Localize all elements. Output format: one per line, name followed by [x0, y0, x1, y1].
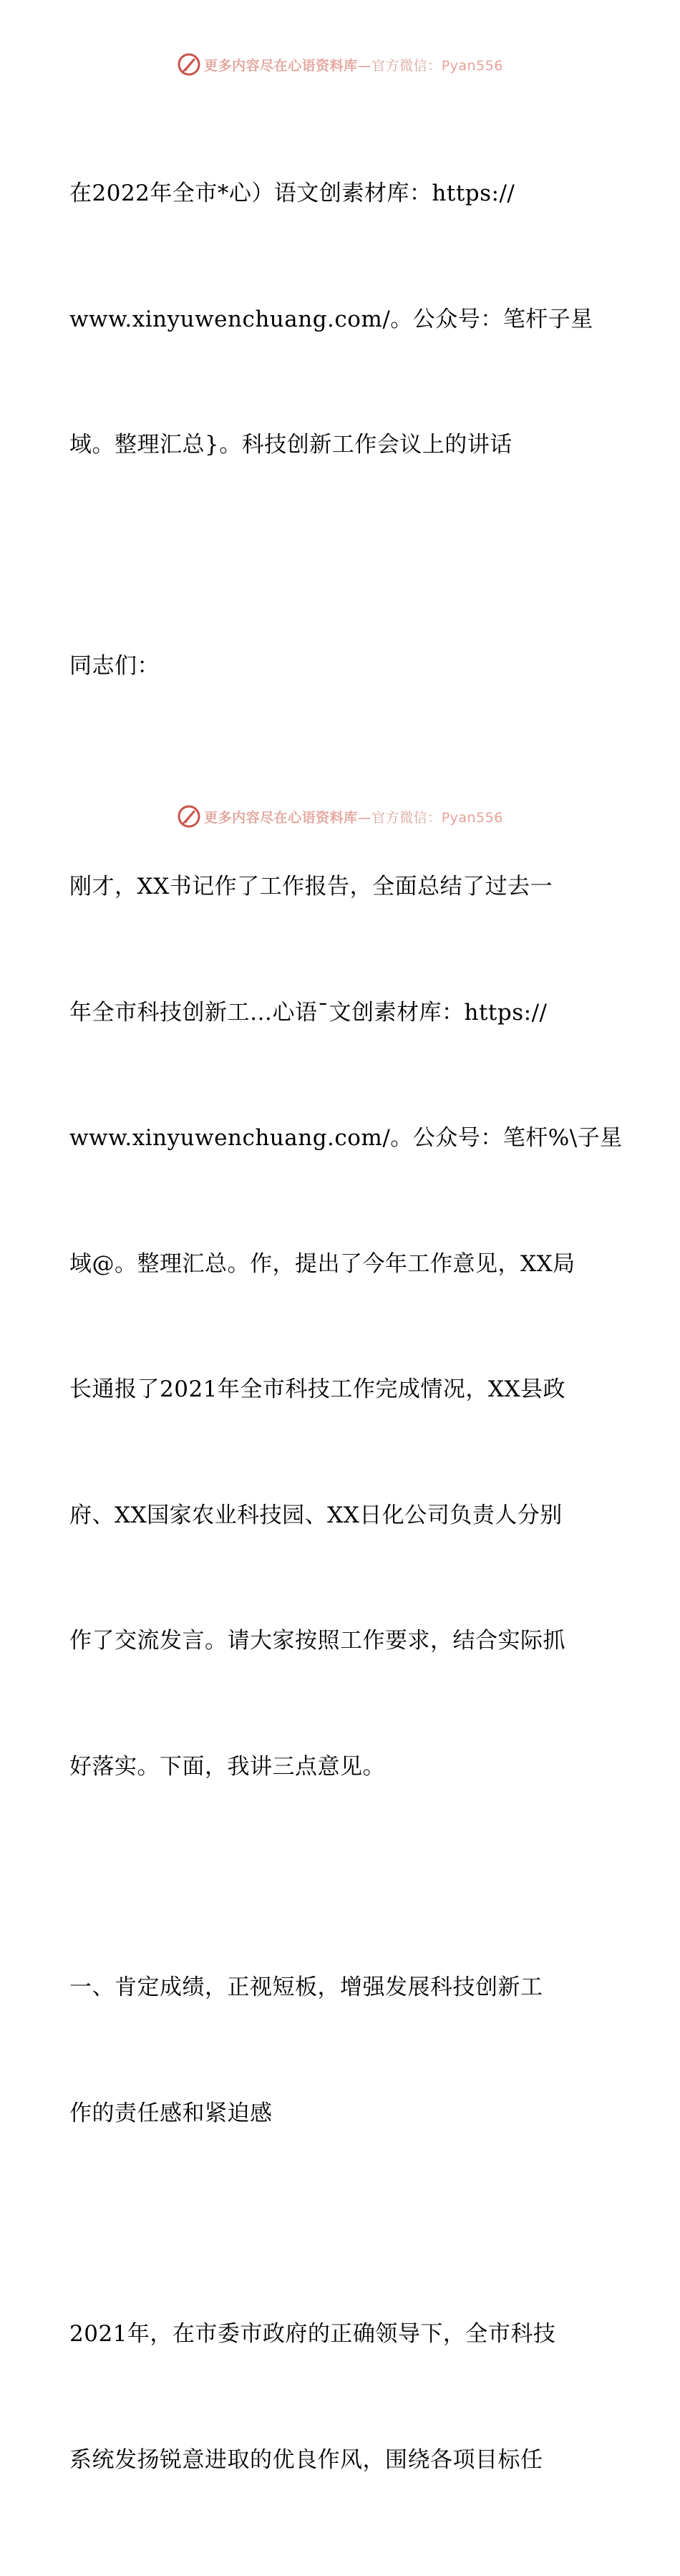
- paragraph-salutation: [69, 561, 613, 771]
- watermark-wechat-label: 官方微信：: [371, 57, 442, 74]
- text-line: 域。整理汇总}。科技创新工作会议上的讲话: [69, 432, 513, 458]
- text-line: 作的责任感和紧迫感: [69, 2100, 273, 2126]
- text-line: 刚才，XX书记作了工作报告，全面总结了过去一: [69, 874, 553, 899]
- watermark-wechat-id: Pyan556: [441, 57, 503, 74]
- watermark-slogan: 更多内容尽在心语资料库: [204, 57, 358, 74]
- text-line: 在2022年全市*心）语文创素材库：https://: [69, 180, 515, 206]
- text-line: 好落实。下面，我讲三点意见。: [69, 1753, 385, 1780]
- watermark-slogan: 更多内容尽在心语资料库: [204, 809, 358, 826]
- quill-logo-icon: [177, 804, 201, 829]
- section-heading: [69, 1883, 613, 2218]
- watermark-text: [204, 55, 503, 74]
- text-line: 同志们：: [69, 652, 160, 679]
- watermark-text: [204, 807, 503, 826]
- text-line: 府、XX国家农业科技园、XX日化公司负责人分别: [69, 1502, 563, 1528]
- watermark-separator: —: [357, 57, 372, 74]
- watermark-separator: —: [357, 809, 372, 826]
- document-body: [69, 89, 623, 2576]
- text-line: 长通报了2021年全市科技工作完成情况，XX县政: [69, 1376, 566, 1402]
- text-line: www.xinyuwenchuang.com/。公众号：笔杆子星: [69, 306, 593, 332]
- paragraph-body: [69, 2229, 613, 2565]
- text-line: 2021年，在市委市政府的正确领导下，全市科技: [69, 2321, 556, 2347]
- watermark-wechat-id: Pyan556: [441, 809, 503, 826]
- text-line: www.xinyuwenchuang.com/。公众号：笔杆%\子星: [69, 1125, 623, 1151]
- paragraph-title: [69, 89, 613, 550]
- footer-watermark: [0, 802, 680, 831]
- text-line: 一、肯定成绩，正视短板，增强发展科技创新工: [69, 1974, 543, 2000]
- paragraph-intro: [69, 782, 623, 1871]
- watermark-wechat-label: 官方微信：: [371, 809, 442, 826]
- text-line: 域@。整理汇总。作，提出了今年工作意见，XX局: [69, 1250, 575, 1277]
- text-line: 年全市科技创新工…心语¯文创素材库：https://: [69, 999, 548, 1026]
- header-watermark: [0, 50, 680, 79]
- text-line: 作了交流发言。请大家按照工作要求，结合实际抓: [69, 1628, 565, 1654]
- text-line: 系统发扬锐意进取的优良作风，围绕各项目标任: [69, 2446, 543, 2473]
- quill-logo-icon: [177, 52, 201, 77]
